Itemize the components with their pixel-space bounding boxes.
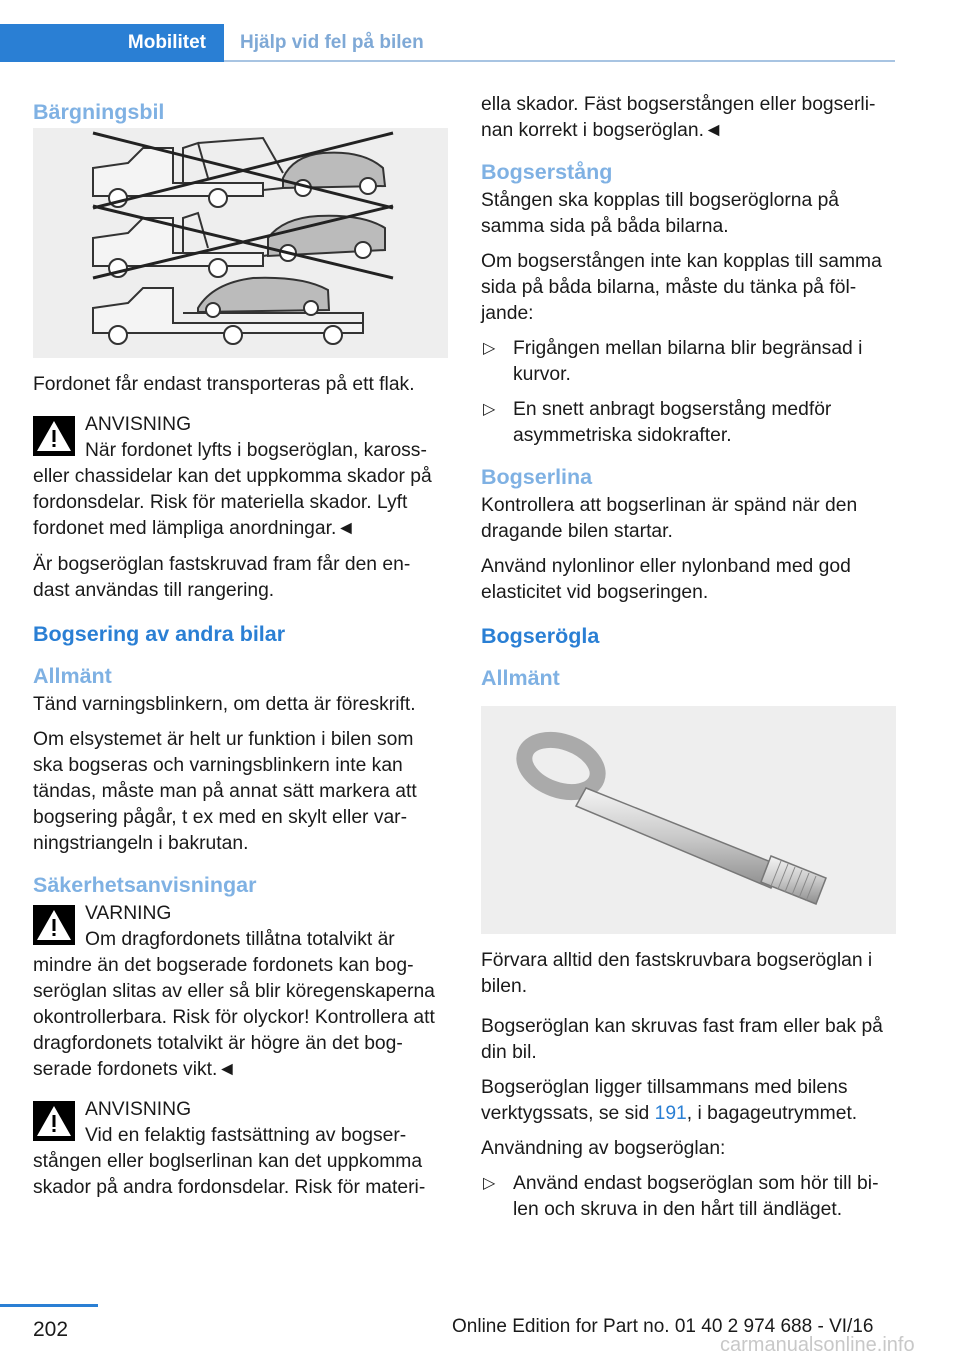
paragraph-nylon: Använd nylonlinor eller nylonband med god elasticitet vid bogseringen.: [481, 556, 851, 603]
heading-bogsering: Bogsering av andra bilar: [33, 622, 286, 646]
tow-truck-drawing: [33, 128, 448, 350]
list-item: [481, 397, 896, 449]
paragraph-flak: Fordonet får endast transporteras på ett flak.: [33, 374, 415, 395]
text-span: Bogseröglan ligger tillsammans med bilens verktygssats, se sid: [481, 1077, 848, 1124]
notice-title-1: ANVISNING: [85, 414, 192, 435]
tow-eye-drawing: [481, 706, 896, 926]
header-rule: [224, 60, 895, 62]
footer-rule: [0, 1304, 98, 1307]
paragraph-anvandning: Användning av bogseröglan:: [481, 1138, 726, 1159]
left-column: [33, 92, 448, 1211]
heading-bogserstang: Bogserstång: [481, 160, 613, 184]
tow-truck-illustration: [33, 128, 448, 358]
paragraph-ligger: [481, 1075, 896, 1127]
paragraph-om-stang: Om bogserstången inte kan kopplas till samma sida på båda bilarna, måste du tänka på föl- jande:: [481, 251, 882, 324]
bullet-triangle-icon: ▷: [483, 401, 496, 418]
list-item-text: Frigången mellan bilarna blir begränsad i kurvor.: [513, 338, 863, 385]
warning-title: VARNING: [85, 903, 172, 924]
warning-triangle-icon: [33, 1101, 75, 1141]
paragraph-elsystem: Om elsystemet är helt ur funktion i bilen som ska bogseras och varningsblinkern inte kan tändas, måste man på annat sätt markera att bogsering pågår, t ex med en skylt eller var- ningstriangeln i bakrutan.: [33, 729, 417, 854]
paragraph-forvara: Förvara alltid den fastskruvbara bogseröglan i bilen.: [481, 950, 873, 997]
paragraph-kontrollera: Kontrollera att bogserlinan är spänd när den dragande bilen startar.: [481, 495, 858, 542]
notice-text-1: När fordonet lyfts i bogseröglan, kaross- eller chassidelar kan det uppkomma skador på fordonsdelar. Risk för materiella skador. Lyft fordonet med lämpliga anordningar.◄: [33, 440, 432, 539]
list-item: [481, 1171, 896, 1223]
paragraph-fastskruvad: Är bogseröglan fastskruvad fram får den en- dast användas till rangering.: [33, 554, 411, 601]
heading-bogserlina: Bogserlina: [481, 465, 593, 489]
paragraph-stangen: Stången ska kopplas till bogseröglorna på samma sida på båda bilarna.: [481, 190, 840, 237]
warning-triangle-icon: [33, 416, 75, 456]
tab-mobilitet[interactable]: Mobilitet: [0, 24, 224, 62]
paragraph-tand: Tänd varningsblinkern, om detta är föreskrift.: [33, 694, 416, 715]
warning-triangle-icon: [33, 905, 75, 945]
bullet-triangle-icon: ▷: [483, 340, 496, 357]
tow-eye-illustration: [481, 706, 896, 934]
paragraph-skruvas: Bogseröglan kan skruvas fast fram eller bak på din bil.: [481, 1016, 883, 1063]
header-tabbar: [0, 0, 960, 62]
tab-hjalp-vid-fel[interactable]: Hjälp vid fel på bilen: [240, 32, 424, 53]
warning-text: Om dragfordonets tillåtna totalvikt är mindre än det bogserade fordonets kan bog- seröglan slitas av eller så blir köregenskaperna okontrollerbara. Risk för olyckor! Kontrollera att dragfordonets totalvikt är högre än det bog- serade fordonets vikt.◄: [33, 929, 435, 1080]
list-item-text: Använd endast bogseröglan som hör till bi- len och skruva in den hårt till ändläget.: [513, 1173, 879, 1220]
paragraph-continued: ella skador. Fäst bogserstången eller bogserli- nan korrekt i bogseröglan.◄: [481, 94, 876, 141]
notice-box-2: [33, 1097, 448, 1201]
text-span: , i bagageutrymmet.: [686, 1103, 858, 1124]
edition-text: Online Edition for Part no. 01 40 2 974 688 - VI/16: [452, 1316, 874, 1337]
heading-bargningsbil: Bärgningsbil: [33, 100, 165, 124]
warning-box: [33, 901, 448, 1083]
list-item: [481, 336, 896, 388]
watermark: carmanualsonline.info: [720, 1334, 915, 1356]
heading-bogserogla: Bogserögla: [481, 624, 600, 648]
page-number: 202: [33, 1318, 69, 1341]
bullet-triangle-icon: ▷: [483, 1175, 496, 1192]
heading-allmant: Allmänt: [33, 664, 112, 688]
right-column: [481, 92, 896, 1232]
heading-allmant-2: Allmänt: [481, 666, 560, 690]
notice-title-2: ANVISNING: [85, 1099, 192, 1120]
page-link-191[interactable]: 191: [654, 1103, 687, 1124]
notice-box-1: [33, 412, 448, 542]
heading-sakerhet: Säkerhetsanvisningar: [33, 873, 257, 897]
notice-text-2: Vid en felaktig fastsättning av bogser- stången eller boglserlinan kan det uppkomma skador på andra fordonsdelar. Risk för materi-: [33, 1125, 426, 1198]
list-item-text: En snett anbragt bogserstång medför asymmetriska sidokrafter.: [513, 399, 832, 446]
